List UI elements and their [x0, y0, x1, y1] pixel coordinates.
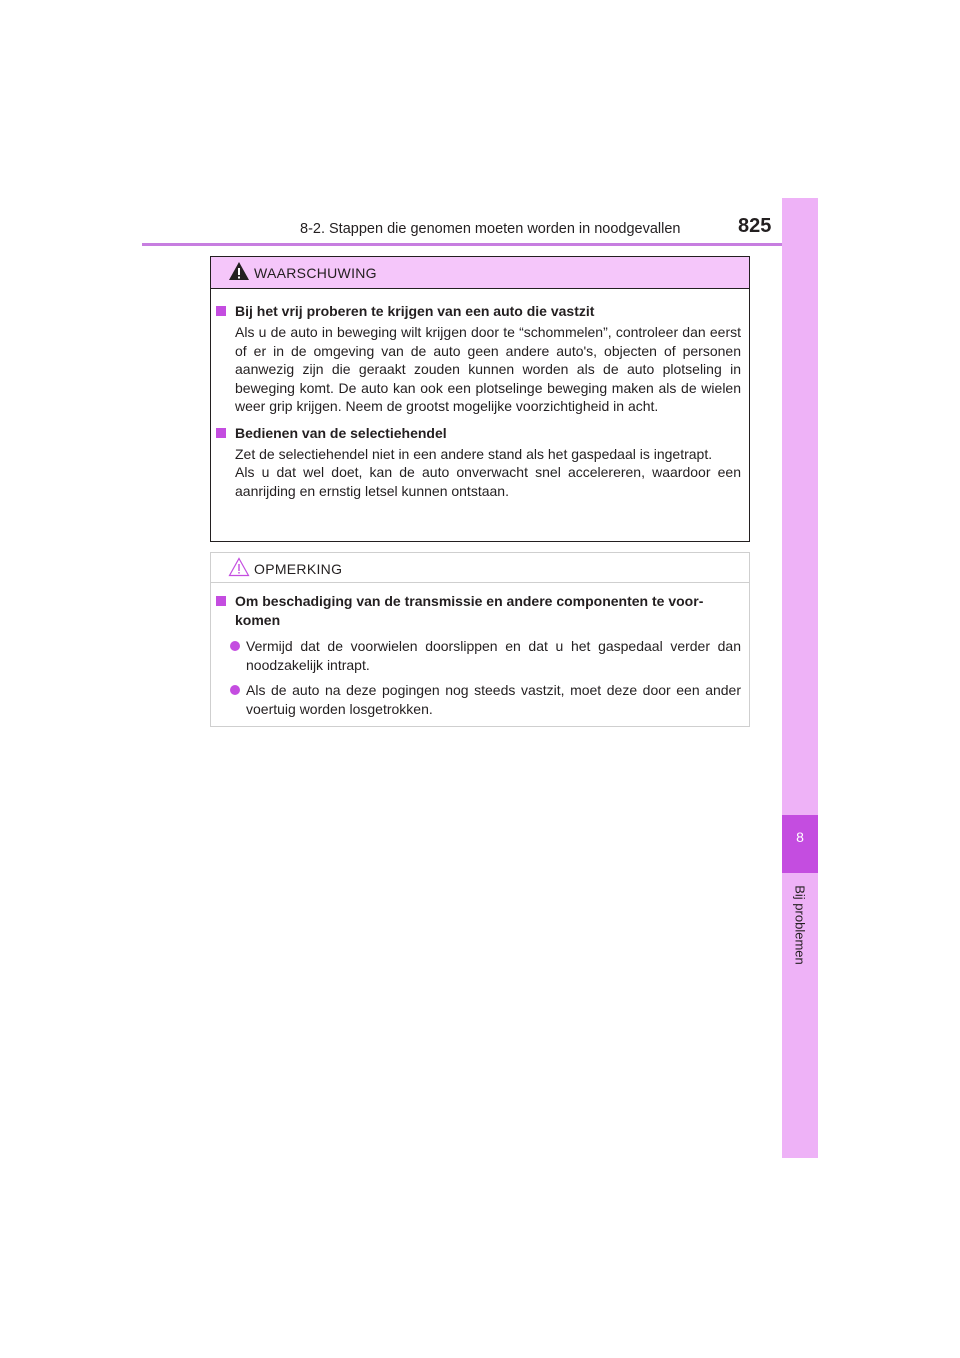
- notice-section: [216, 592, 741, 718]
- header-rule: [142, 243, 818, 246]
- square-bullet-icon: [216, 428, 226, 438]
- notice-bullet: Vermijd dat de voorwielen doorslippen en dat u het gaspedaal verder dan noodzakelijk intrapt.: [216, 637, 741, 674]
- warning-box: [210, 256, 750, 542]
- header-title: 8-2. Stappen die genomen moeten worden in noodgevallen: [300, 221, 681, 237]
- chapter-number: 8: [796, 829, 804, 845]
- chapter-label: Bij problemen: [792, 885, 808, 965]
- notice-header: [211, 553, 749, 583]
- warning-paragraph: Zet de selectiehendel niet in een andere stand als het gaspedaal is ingetrapt.: [235, 445, 713, 462]
- notice-box: [210, 552, 750, 727]
- caution-triangle-icon: [228, 557, 250, 577]
- notice-title: OPMERKING: [254, 561, 343, 577]
- chapter-side-tab: [782, 198, 818, 1158]
- warning-title: WAARSCHUWING: [254, 265, 377, 281]
- notice-section-heading: Om beschadiging van de transmissie en andere componenten te voorkomen: [216, 592, 741, 630]
- page-number: 825: [738, 215, 772, 237]
- warning-section: [216, 302, 741, 416]
- warning-section-heading: Bedienen van de selectiehendel: [216, 424, 741, 443]
- warning-section-heading: Bij het vrij proberen te krijgen van een auto die vastzit: [216, 302, 741, 321]
- warning-paragraph: Als u dat wel doet, kan de auto onverwacht snel accelereren, waardoor een aanrijding en ernstig letsel kunnen ontstaan.: [235, 464, 741, 499]
- warning-paragraph: Als u de auto in beweging wilt krijgen door te “schommelen”, controleer dan eerst of er in de omgeving van de auto geen andere auto's, objecten of personen aanwezig zijn die geraakt zouden kunnen worden als de auto plotseling in beweging komt. De auto kan ook een plotselinge beweging maken als de wielen weer grip krijgen. Neem de grootst mogelijke voorzichtigheid in acht.: [235, 324, 741, 414]
- warning-triangle-icon: [228, 261, 250, 281]
- warning-section: [216, 424, 741, 501]
- square-bullet-icon: [216, 306, 226, 316]
- round-bullet-icon: [230, 641, 240, 651]
- notice-bullet: Als de auto na deze pogingen nog steeds vastzit, moet deze door een ander voertuig worden losgetrokken.: [216, 681, 741, 718]
- warning-header: [211, 257, 749, 289]
- round-bullet-icon: [230, 685, 240, 695]
- square-bullet-icon: [216, 596, 226, 606]
